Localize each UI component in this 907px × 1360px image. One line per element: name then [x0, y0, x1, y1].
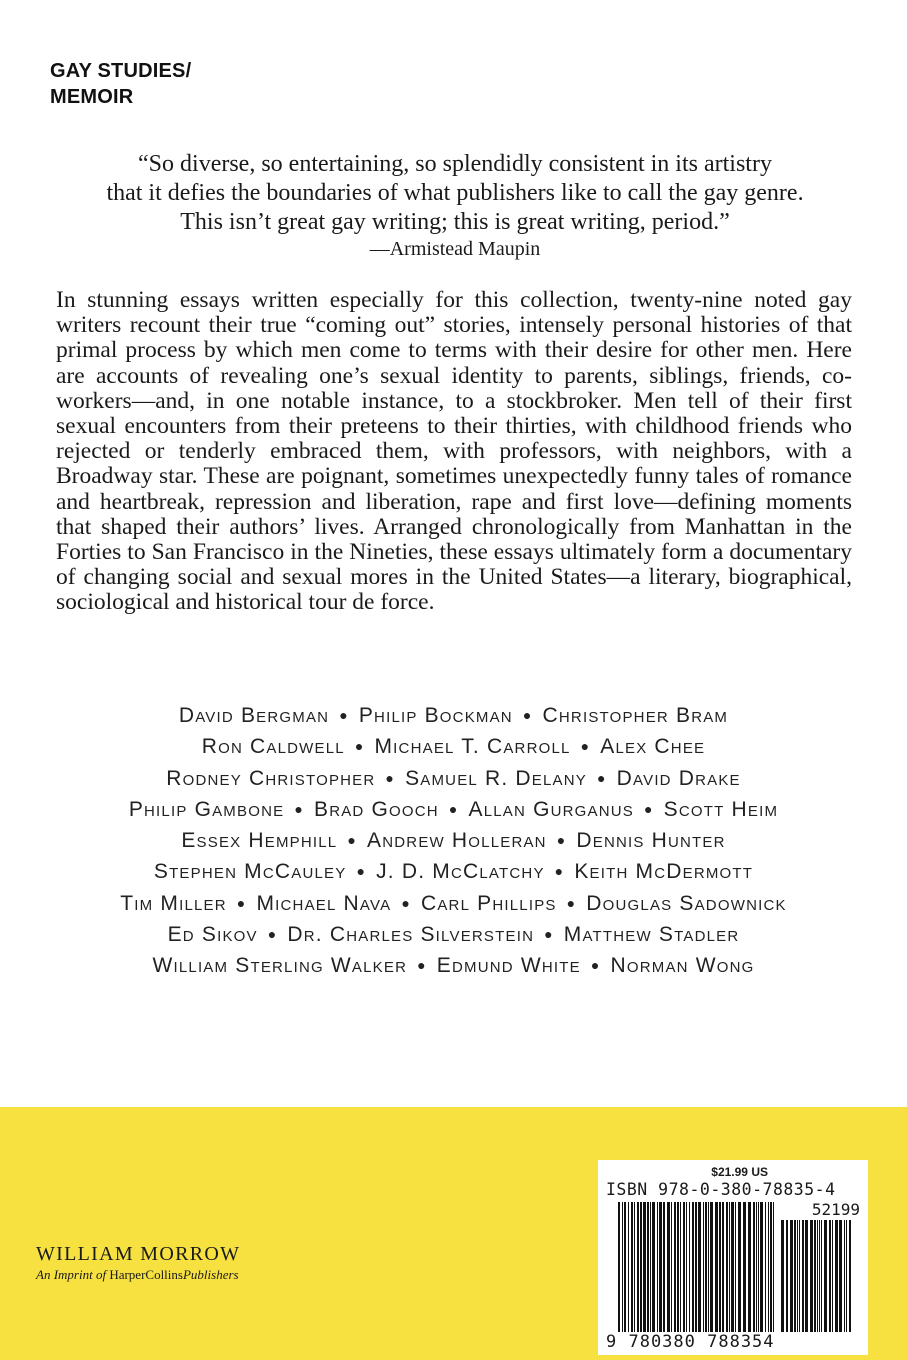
- barcode-bar: [786, 1220, 788, 1332]
- contributor-row: [40, 794, 867, 825]
- contributor-name: Ed Sikov: [167, 923, 258, 947]
- barcode-bar: [758, 1202, 759, 1332]
- barcode-bar: [631, 1202, 633, 1332]
- ean-barcode: [618, 1202, 778, 1332]
- barcode-bar: [824, 1220, 827, 1332]
- barcode-bar: [743, 1202, 746, 1332]
- contributor-list: [40, 700, 867, 982]
- barcode-bar: [705, 1202, 707, 1332]
- contributor-name: Dennis Hunter: [576, 829, 726, 853]
- contributor-name: Edmund White: [436, 954, 581, 978]
- barcode-bar: [624, 1202, 626, 1332]
- barcode-bar: [844, 1220, 845, 1332]
- barcode-bar: [618, 1202, 620, 1332]
- barcode-bar: [819, 1220, 820, 1332]
- description-paragraph: In stunning essays written especially for this collection, twenty-nine noted gay writers recount their true “coming out” stories, intensely personal histories of that primal process by which men come to terms with their desire for other men. Here are accounts of revealing one’s sexual identity to parents, siblings, friends, co-workers—and, in one notable instance, to a stockbroker. Men tell of their first sexual encounters from their preteens to their thirties, with childhood friends who rejected or tenderly embraced them, with professors, with neighbors, with a Broadway star. These are poignant, sometimes unexpectedly funny tales of romance and heartbreak, repression and liberation, rape and first love—defining moments that shaped their authors’ lives. Arranged chronologically from Manhattan in the Forties to San Francisco in the Nineties, these essays ultimately form a documentary of changing social and sexual mores in the United States—a literary, biographical, sociological and historical tour de force.: [56, 287, 852, 616]
- barcode-bar: [814, 1220, 816, 1332]
- barcode-bar: [680, 1202, 681, 1332]
- bullet-separator: ●: [347, 832, 358, 849]
- contributor-row: [40, 825, 867, 856]
- bullet-separator: ●: [597, 769, 607, 786]
- contributor-name: Tim Miller: [120, 891, 227, 915]
- barcode-bar: [652, 1202, 655, 1332]
- barcode-bar: [634, 1202, 635, 1332]
- contributor-name: J. D. McClatchy: [376, 860, 545, 884]
- barcode-bar: [729, 1202, 730, 1332]
- bullet-separator: ●: [356, 863, 367, 880]
- bullet-separator: ●: [417, 957, 427, 974]
- barcode-bar: [647, 1202, 649, 1332]
- contributor-name: Stephen McCauley: [153, 860, 347, 884]
- contributor-row: [40, 700, 867, 731]
- publisher-logo: [36, 1242, 240, 1284]
- bullet-separator: ●: [267, 926, 278, 943]
- barcode-bar: [628, 1202, 629, 1332]
- barcode-bar: [835, 1220, 838, 1332]
- contributor-name: Christopher Bram: [542, 704, 729, 727]
- barcode-bar: [817, 1220, 818, 1332]
- bullet-separator: ●: [554, 863, 565, 880]
- bullet-separator: ●: [236, 894, 247, 911]
- bullet-separator: ●: [401, 894, 411, 911]
- contributor-name: Scott Heim: [663, 797, 779, 821]
- barcode-bar: [846, 1220, 847, 1332]
- barcode-bar: [659, 1202, 662, 1332]
- barcode-bar: [667, 1202, 670, 1332]
- barcode-bar: [753, 1202, 755, 1332]
- contributor-name: Michael Nava: [256, 891, 392, 915]
- contributor-name: Douglas Sadownick: [586, 891, 787, 915]
- bullet-separator: ●: [294, 800, 304, 817]
- barcode-bar: [832, 1220, 833, 1332]
- contributor-name: Michael T. Carroll: [374, 735, 571, 759]
- barcode-bar: [640, 1202, 642, 1332]
- contributor-name: Carl Phillips: [420, 891, 557, 915]
- barcode-bar: [790, 1220, 793, 1332]
- bullet-separator: ●: [580, 738, 591, 755]
- quote-line-2: that it defies the boundaries of what publishers like to call the gay genre.: [106, 180, 804, 206]
- contributor-row: [40, 856, 867, 887]
- contributor-name: Brad Gooch: [313, 797, 439, 821]
- barcode-bar: [689, 1202, 690, 1332]
- barcode-bar: [722, 1202, 724, 1332]
- barcode-bar: [802, 1220, 804, 1332]
- barcode-bar: [748, 1202, 751, 1332]
- contributor-name: Alex Chee: [600, 735, 706, 759]
- barcode-bar: [805, 1220, 808, 1332]
- contributor-name: Keith McDermott: [574, 860, 754, 884]
- barcode-bar: [829, 1220, 831, 1332]
- contributor-name: Norman Wong: [610, 954, 755, 978]
- barcode-bar: [849, 1220, 851, 1332]
- contributor-name: Matthew Stadler: [563, 923, 740, 947]
- quote-attribution: —Armistead Maupin: [369, 238, 541, 260]
- barcode-bar: [770, 1202, 772, 1332]
- barcode-bar: [738, 1202, 741, 1332]
- barcode-bar: [765, 1202, 766, 1332]
- contributor-row: [40, 888, 867, 919]
- barcode-bar: [810, 1220, 813, 1332]
- category-label: [50, 58, 191, 110]
- category-line-1: GAY STUDIES/: [50, 60, 192, 82]
- isbn-label: ISBN 978-0-380-78835-4: [606, 1180, 836, 1199]
- contributor-name: Essex Hemphill: [181, 829, 338, 853]
- bullet-separator: ●: [448, 800, 459, 817]
- contributor-name: Rodney Christopher: [166, 766, 376, 790]
- barcode-bar: [735, 1202, 736, 1332]
- contributor-name: Philip Bockman: [358, 704, 513, 727]
- bullet-separator: ●: [544, 926, 554, 943]
- barcode-bar: [760, 1202, 763, 1332]
- imprint-suffix: Publishers: [182, 1267, 239, 1282]
- barcode-bar: [797, 1220, 798, 1332]
- bullet-separator: ●: [590, 957, 601, 974]
- barcode-bar: [731, 1202, 734, 1332]
- contributor-name: David Bergman: [178, 704, 330, 727]
- contributor-name: David Drake: [616, 766, 741, 790]
- barcode-bar: [781, 1220, 784, 1332]
- bullet-separator: ●: [556, 832, 567, 849]
- contributor-name: William Sterling Walker: [152, 954, 408, 978]
- price-label: $21.99 US: [711, 1165, 768, 1179]
- publisher-name: WILLIAM MORROW: [36, 1243, 241, 1265]
- barcode-bar: [703, 1202, 704, 1332]
- contributor-name: Dr. Charles Silverstein: [287, 923, 535, 947]
- barcode-bar: [650, 1202, 651, 1332]
- bullet-separator: ●: [566, 894, 577, 911]
- barcode-bar: [710, 1202, 713, 1332]
- imprint-name: HarperCollins: [109, 1267, 183, 1282]
- barcode-bar: [719, 1202, 721, 1332]
- barcode-bar: [692, 1202, 694, 1332]
- barcode-bar: [799, 1220, 800, 1332]
- bullet-separator: ●: [354, 738, 365, 755]
- barcode-bar: [695, 1202, 697, 1332]
- imprint-prefix: An Imprint of: [36, 1267, 110, 1282]
- contributor-row: [40, 919, 867, 950]
- category-line-2: MEMOIR: [50, 86, 134, 108]
- barcode-bar: [677, 1202, 679, 1332]
- contributor-name: Philip Gambone: [128, 797, 285, 821]
- contributor-name: Allan Gurganus: [468, 797, 635, 821]
- barcode-bar: [657, 1202, 658, 1332]
- addon-number: 52199: [811, 1200, 860, 1219]
- addon-barcode: [781, 1220, 856, 1332]
- barcode-panel: [598, 1160, 868, 1355]
- quote-line-1: “So diverse, so entertaining, so splendidly consistent in its artistry: [138, 151, 772, 177]
- bullet-separator: ●: [644, 800, 654, 817]
- barcode-bar: [794, 1220, 796, 1332]
- barcode-bar: [643, 1202, 646, 1332]
- barcode-bar: [756, 1202, 757, 1332]
- barcode-bar: [715, 1202, 718, 1332]
- barcode-bar: [839, 1220, 842, 1332]
- bullet-separator: ●: [385, 769, 396, 786]
- ean-digits: 9 780380 788354: [606, 1332, 775, 1352]
- barcode-bar: [726, 1202, 728, 1332]
- publisher-imprint: [36, 1266, 240, 1284]
- barcode-bar: [708, 1202, 709, 1332]
- barcode-bar: [773, 1202, 774, 1332]
- barcode-bar: [821, 1220, 822, 1332]
- barcode-bar: [686, 1202, 687, 1332]
- barcode-bar: [637, 1202, 639, 1332]
- barcode-bar: [622, 1202, 623, 1332]
- barcode-bar: [768, 1202, 769, 1332]
- bullet-separator: ●: [339, 707, 349, 723]
- quote-line-3: This isn’t great gay writing; this is great writing, period.”: [180, 209, 730, 235]
- contributor-row: [40, 950, 867, 981]
- barcode-bar: [683, 1202, 685, 1332]
- endorsement-quote: [60, 150, 850, 237]
- barcode-bar: [674, 1202, 676, 1332]
- contributor-name: Samuel R. Delany: [405, 766, 587, 790]
- barcode-bar: [671, 1202, 672, 1332]
- contributor-name: Andrew Holleran: [367, 829, 547, 853]
- barcode-bar: [663, 1202, 665, 1332]
- barcode-bar: [698, 1202, 701, 1332]
- contributor-name: Ron Caldwell: [201, 735, 345, 759]
- contributor-row: [40, 731, 867, 762]
- contributor-row: [40, 763, 867, 794]
- bullet-separator: ●: [522, 707, 533, 723]
